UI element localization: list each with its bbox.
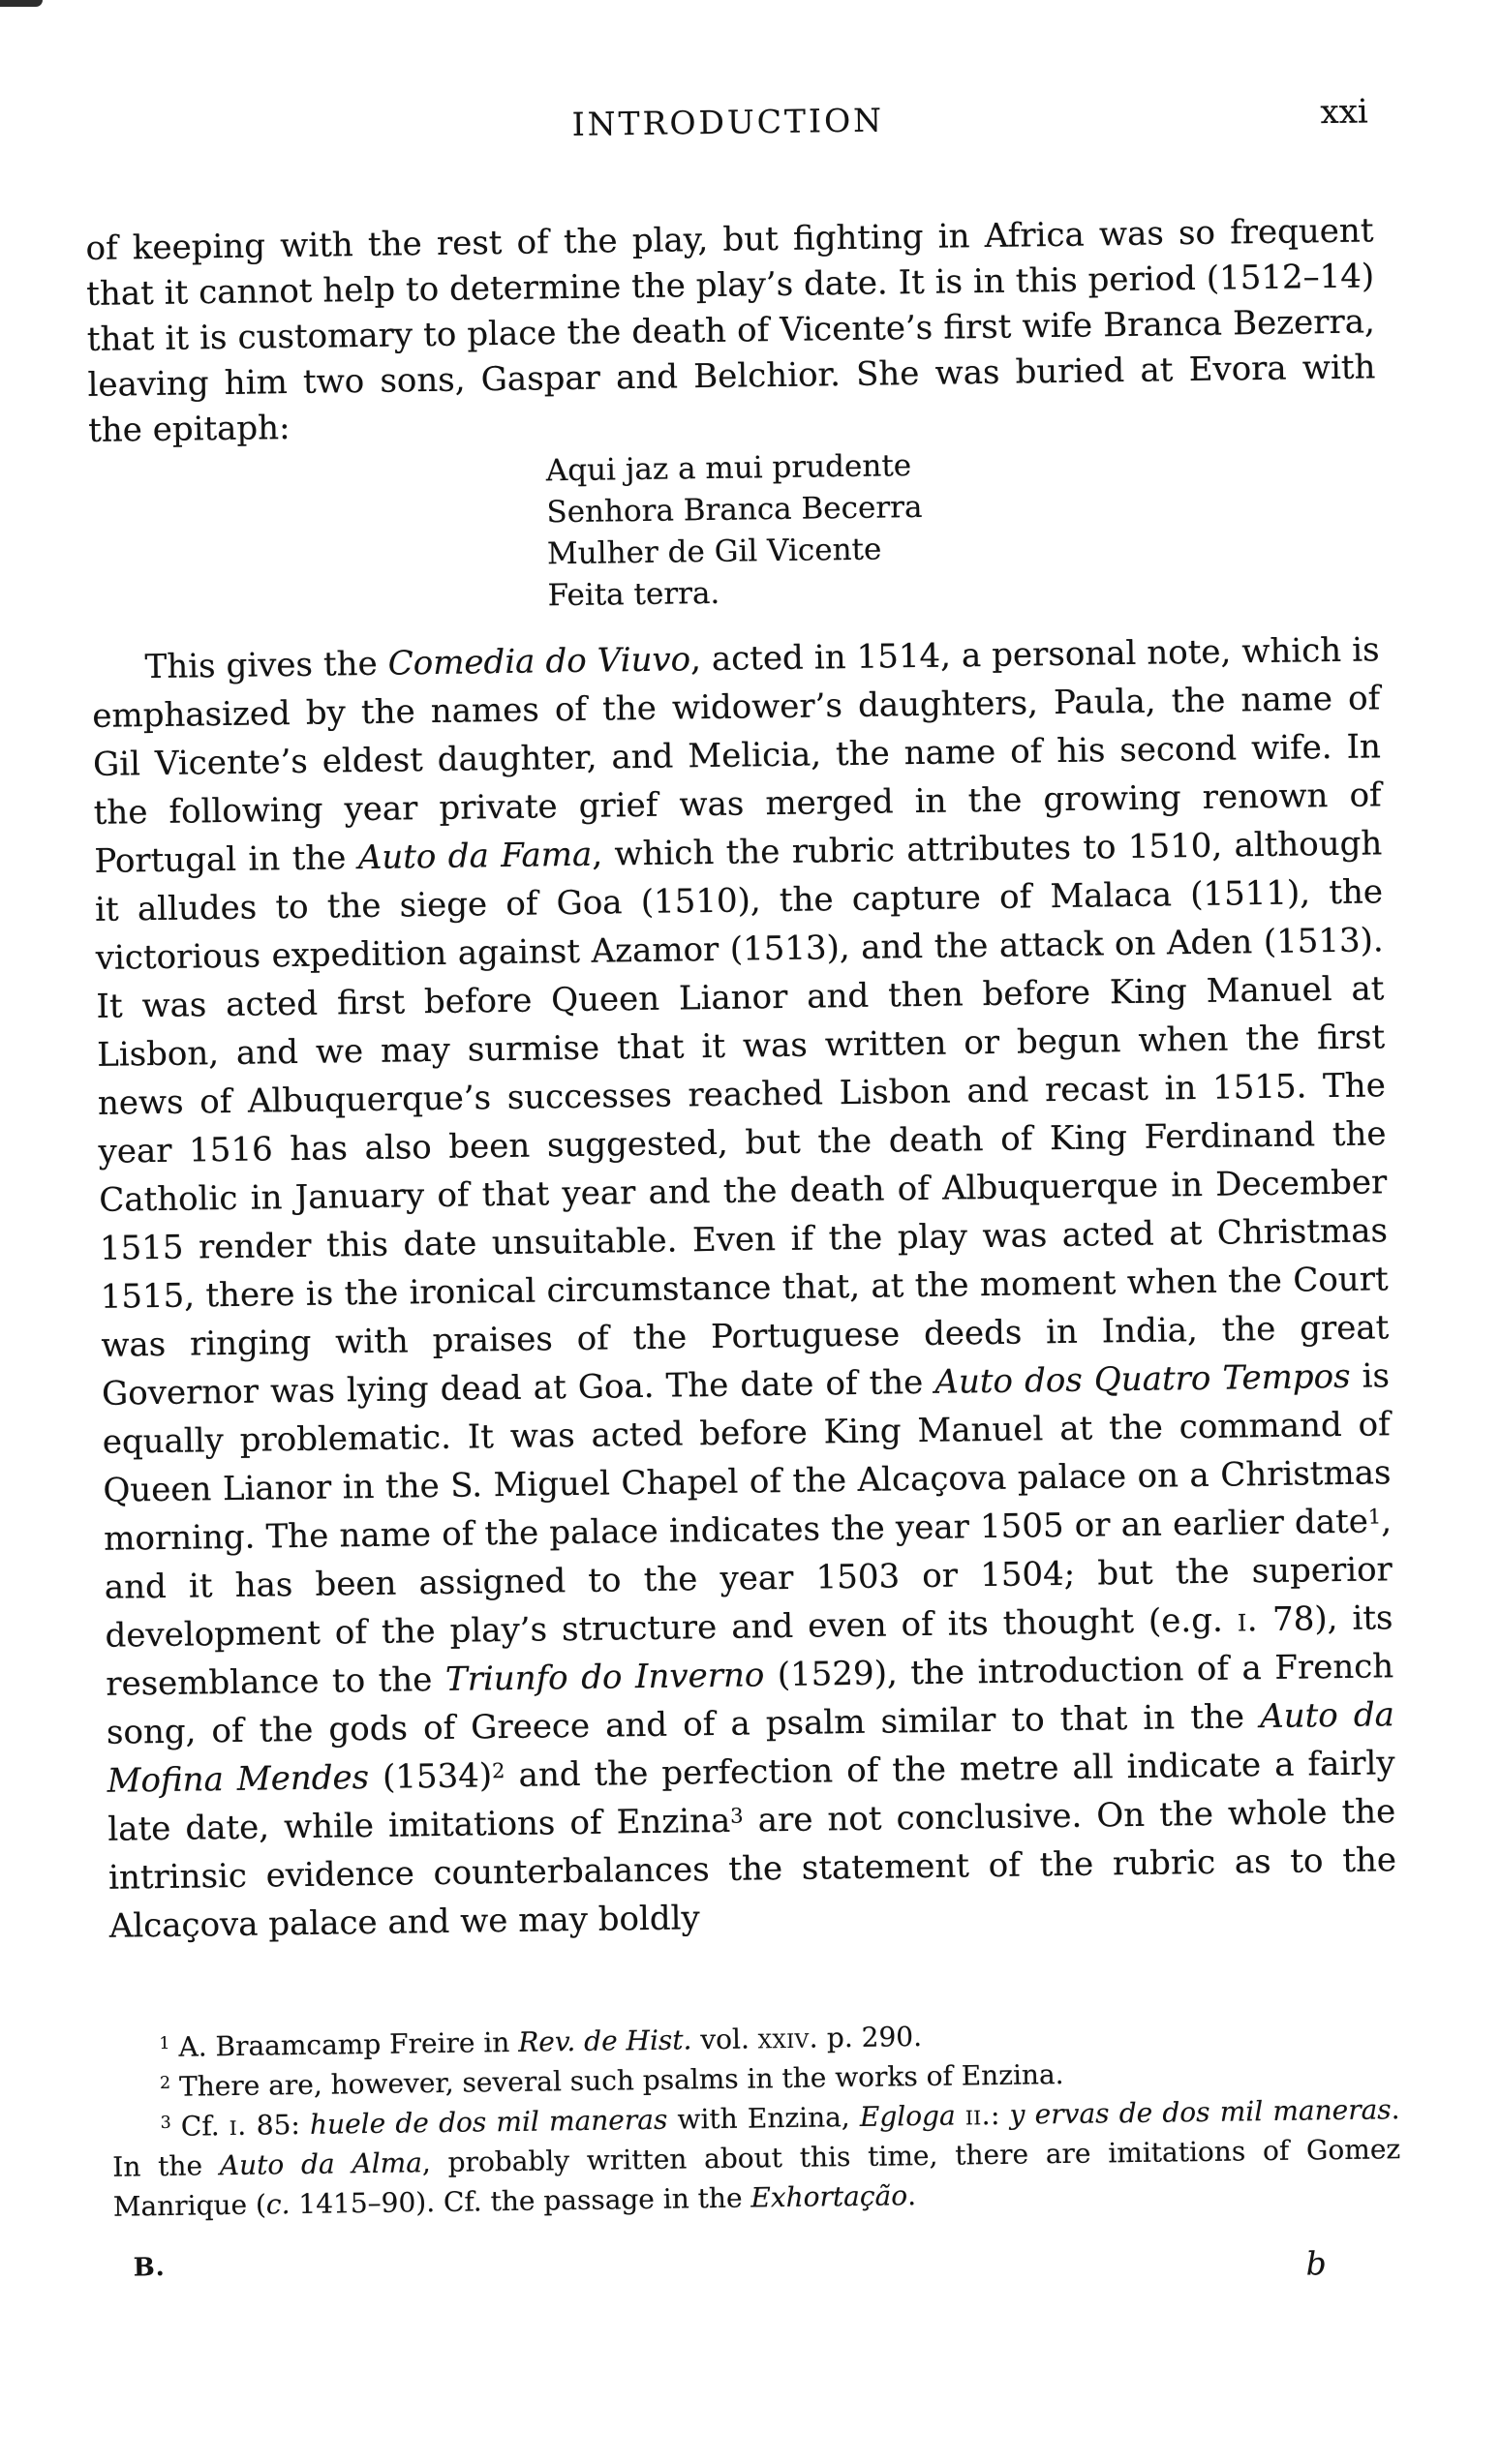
footnote-1: $^1$ A. Braamcamp Freire in Rev. de Hist. vol. xxiv. p. 290. — [159, 2021, 923, 2063]
verse-line: Aqui jaz a mui prudente — [545, 448, 912, 489]
footnote-2: $^2$ There are, however, several such psalms in the works of Enzina. — [159, 2058, 1064, 2103]
page-title: INTRODUCTION — [571, 101, 885, 143]
scan-artifact — [0, 0, 43, 7]
epitaph-verse — [546, 445, 924, 617]
page-number: xxi — [1320, 92, 1369, 133]
footnotes-section — [110, 2010, 1401, 2227]
verse-line: Senhora Branca Becerra — [546, 489, 923, 531]
footnote-3: $^3$ Cf. i. 85: huele de dos mil maneras with Enzina, Egloga ii.: y ervas de dos mil maneras. In the Auto da Alma, probably written about this time, there are imitations of Gomez Manrique (c. 1415–90). Cf. the passage in the Exhortação. — [112, 2093, 1401, 2223]
signature-row — [114, 2236, 1402, 2283]
running-head — [84, 94, 1372, 150]
main-paragraph: This gives the Comedia do Viuvo, acted in 1514, a personal note, which is emphasized by the names of the widower’s daughters, Paula, the name of Gil Vicente’s eldest daughter, and Melicia, the name of his second wife. In the following year private grief was merged in the growing renown of Portugal in the Auto da Fama, which the rubric attributes to 1510, although it alludes to the siege of Goa (1510), the capture of Malaca (1511), the victorious expedition against Azamor (1513), and the attack on Aden (1513). It was acted first before Queen Lianor and then before King Manuel at Lisbon, and we may surmise that it was written or begun when the first news of Albuquerque’s successes reached Lisbon and recast in 1515. The year 1516 has also been suggested, but the death of King Ferdinand the Catholic in January of that year and the death of Albuquerque in December 1515 render this date unsuitable. Even if the play was acted at Christmas 1515, there is the ironical circumstance that, at the moment when the Court was ringing with praises of the Portuguese deeds in India, the great Governor was lying dead at Goa. The date of the Auto dos Quatro Tempos is equally problematic. It was acted before King Manuel at the command of Queen Lianor in the S. Miguel Chapel of the Alcaçova palace on a Christmas morning. The name of the palace indicates the year 1505 or an earlier date$^1$, and it has been assigned to the year 1503 or 1504; but the superior development of the play’s structure and even of its thought (e.g. i. 78), its resemblance to the Triunfo do Inverno (1529), the introduction of a French song, of the gods of Greece and of a psalm similar to that in the Auto da Mofina Mendes $(1534)^2$ and the perfection of the metre all indicate a fairly late date, while imitations of Enzina$^3$ are not conclusive. On the whole the intrinsic evidence counterbalances the statement of the rubric as to the Alcaçova palace and we may boldly — [92, 630, 1397, 1946]
printer-signature-mark: B. — [133, 2252, 166, 2283]
verse-line: Feita terra. — [547, 575, 720, 614]
gathering-signature-mark: b — [1305, 2244, 1328, 2283]
verse-line: Mulher de Gil Vicente — [546, 532, 882, 572]
opening-paragraph: of keeping with the rest of the play, but fighting in Africa was so frequent that it cannot help to determine the play’s date. It is in this period (1512–14) that it is customary to place the death of Vicente’s first wife Branca Bezerra, leaving him two sons, Gaspar and Belchior. She was buried at Evora with the epitaph: — [85, 211, 1376, 450]
